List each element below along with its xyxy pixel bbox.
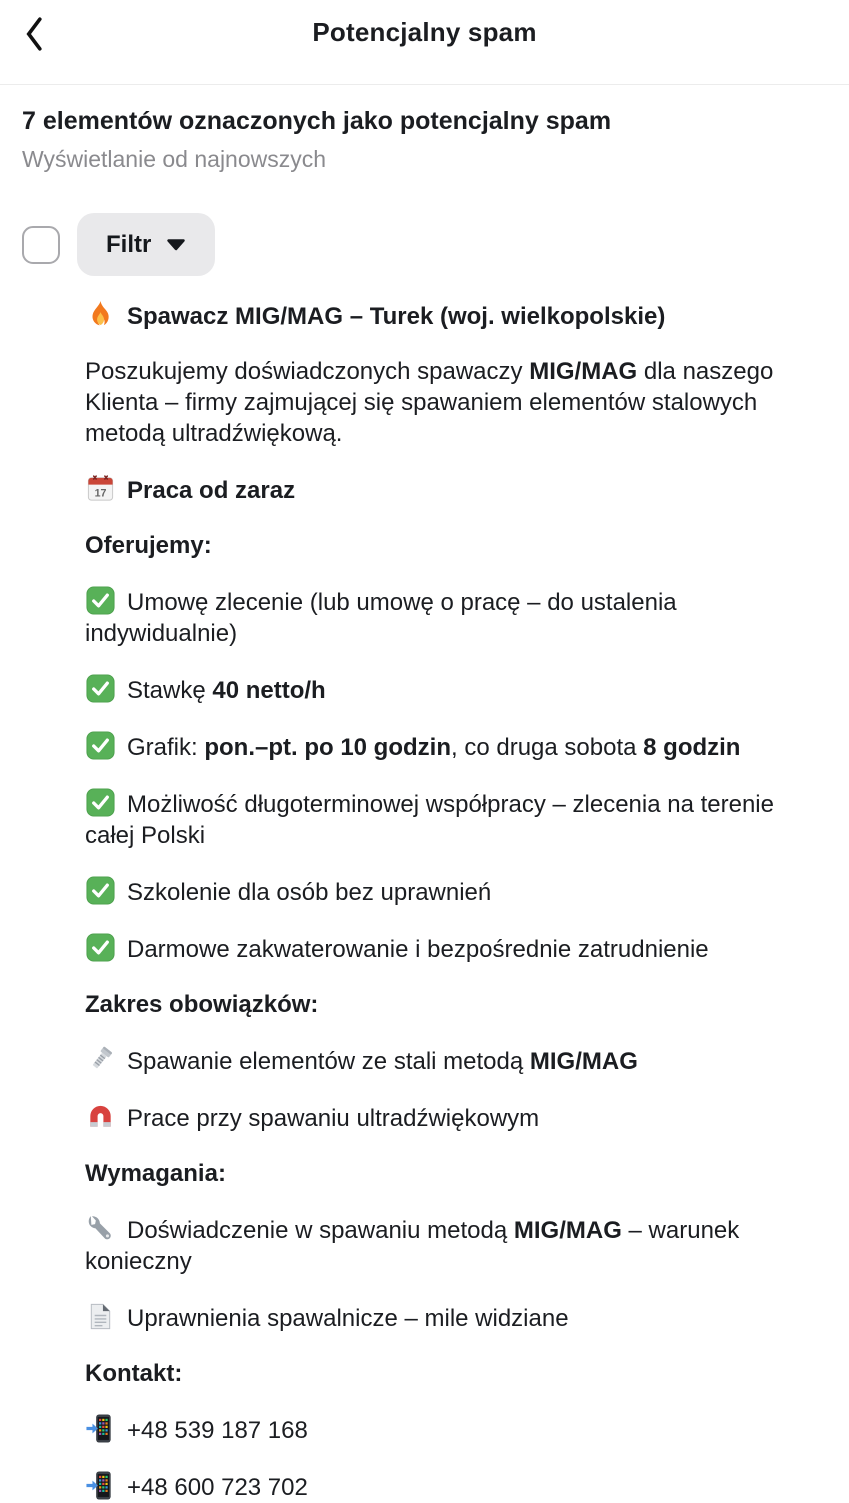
post-block xyxy=(85,1301,797,1334)
navigation-bar xyxy=(0,0,849,85)
chevron-left-icon xyxy=(24,16,44,52)
post-text: Stawkę xyxy=(127,677,213,704)
post-block xyxy=(85,875,797,908)
post-block xyxy=(85,299,797,332)
post-text: Doświadczenie w spawaniu metodą xyxy=(127,1217,514,1244)
post-text: – warunek konieczny xyxy=(85,1217,740,1275)
post-text: Uprawnienia spawalnicze – mile widziane xyxy=(127,1305,569,1332)
filter-label: Filtr xyxy=(106,230,152,258)
post-block xyxy=(85,787,797,851)
calendar-icon xyxy=(85,473,116,504)
post-text: Wymagania: xyxy=(85,1160,226,1187)
post-text: Zakres obowiązków: xyxy=(85,991,319,1018)
select-all-checkbox[interactable] xyxy=(22,226,60,264)
post-text: MIG/MAG xyxy=(529,1048,638,1075)
check-icon xyxy=(85,730,116,761)
post-text: +48 539 187 168 xyxy=(127,1417,308,1444)
summary-title: 7 elementów oznaczonych jako potencjalny spam xyxy=(22,107,612,135)
back-button[interactable] xyxy=(24,10,68,58)
post-block xyxy=(85,932,797,965)
post-text: Darmowe zakwaterowanie i bezpośrednie zatrudnienie xyxy=(127,936,709,963)
post-block xyxy=(85,730,797,763)
post-block xyxy=(85,1213,797,1277)
post-block xyxy=(85,1413,797,1446)
post-block xyxy=(85,356,797,449)
post-block xyxy=(85,530,797,561)
post-text: Spawacz MIG/MAG – Turek (woj. wielkopolskie) xyxy=(127,303,666,330)
summary-subtitle: Wyświetlanie od najnowszych xyxy=(22,146,327,172)
post-body[interactable] xyxy=(85,299,797,1503)
post-block xyxy=(85,989,797,1020)
post-text: 40 netto/h xyxy=(212,677,326,704)
post-block xyxy=(85,1358,797,1389)
post-text: +48 600 723 702 xyxy=(127,1474,308,1501)
nut-bolt-icon xyxy=(85,1044,116,1075)
page-icon xyxy=(85,1301,116,1332)
check-icon xyxy=(85,787,116,818)
post-text: , co druga sobota xyxy=(451,734,644,761)
phone-arrow-icon xyxy=(85,1413,116,1444)
svg-text:17: 17 xyxy=(94,487,107,500)
chevron-down-icon xyxy=(166,238,186,251)
post-text: Kontakt: xyxy=(85,1360,183,1387)
check-icon xyxy=(85,585,116,616)
post-block xyxy=(85,585,797,649)
post-text: 8 godzin xyxy=(643,734,741,761)
post-block xyxy=(85,673,797,706)
post-text: Grafik: xyxy=(127,734,205,761)
post-block xyxy=(85,1158,797,1189)
post-text: MIG/MAG xyxy=(513,1217,622,1244)
post-text: Możliwość długoterminowej współpracy – zlecenia na terenie całej Polski xyxy=(85,791,774,849)
post-block xyxy=(85,473,797,506)
phone-arrow-icon xyxy=(85,1470,116,1501)
wrench-icon xyxy=(85,1213,116,1244)
post-text: Praca od zaraz xyxy=(127,477,296,504)
post-text: Umowę zlecenie (lub umowę o pracę – do ustalenia indywidualnie) xyxy=(85,589,677,647)
content-area xyxy=(0,85,849,1503)
post-text: Prace przy spawaniu ultradźwiękowym xyxy=(127,1105,540,1132)
post-text: Spawanie elementów ze stali metodą xyxy=(127,1048,530,1075)
post-block xyxy=(85,1044,797,1077)
check-icon xyxy=(85,875,116,906)
post-text: Poszukujemy doświadczonych spawaczy xyxy=(85,358,530,385)
filter-row xyxy=(22,213,823,276)
post-block xyxy=(85,1470,797,1503)
fire-icon xyxy=(85,299,116,330)
post-block xyxy=(85,1101,797,1134)
check-icon xyxy=(85,673,116,704)
post-text: MIG/MAG xyxy=(529,358,638,385)
post-text: Oferujemy: xyxy=(85,532,212,559)
post-text: dla naszego Klienta – firmy zajmującej się spawaniem elementów stalowych metodą ultradźwiękową. xyxy=(85,358,774,447)
filter-button[interactable] xyxy=(77,213,215,276)
page-title: Potencjalny spam xyxy=(312,17,537,47)
check-icon xyxy=(85,932,116,963)
post-text: pon.–pt. po 10 godzin xyxy=(204,734,451,761)
magnet-icon xyxy=(85,1101,116,1132)
post-text: Szkolenie dla osób bez uprawnień xyxy=(127,879,492,906)
